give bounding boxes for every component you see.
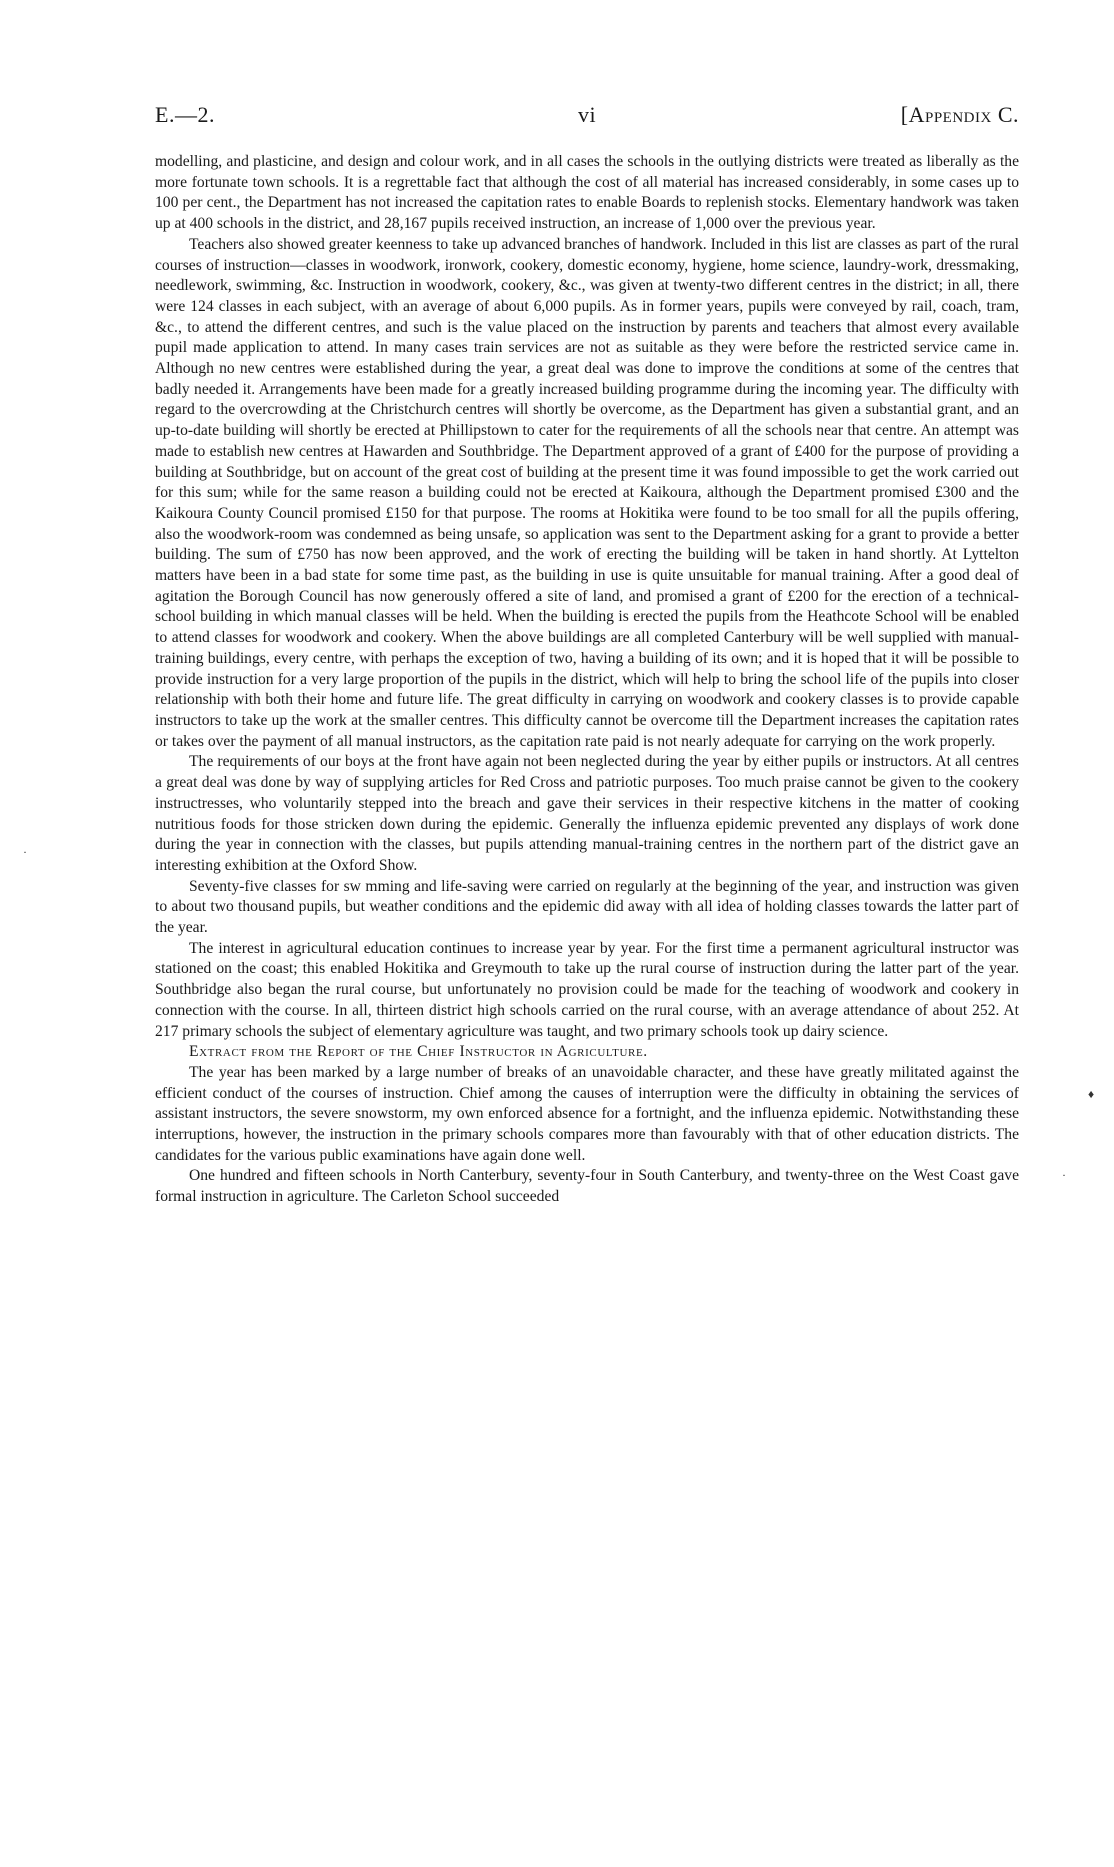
body-text [155,152,1019,1208]
section-heading: Extract from the Report of the Chief Instructor in Agriculture. [189,1043,648,1061]
paragraph: The requirements of our boys at the front have again not been neglected during the year by either pupils or instructors. At all centres a great deal was done by way of supplying articles for Red Cross and patriotic purposes. Too much praise cannot be given to the cookery instructresses, who voluntarily stepped into the breach and gave their services in their respective kitchens in the matter of cooking nutritious foods for those stricken down during the epidemic. Generally the influenza epidemic prevented any displays of work done during the year in connection with the classes, but pupils attending manual-training centres in the northern part of the district gave an interesting exhibition at the Oxford Show. [155,753,1019,874]
paragraph: modelling, and plasticine, and design and colour work, and in all cases the schools in the outlying districts were treated as liberally as the more fortunate town schools. It is a regrettable fact that although the cost of all material has increased considerably, in some cases up to 100 per cent., the Department has not increased the capitation rates to enable Boards to replenish stocks. Elementary handwork was taken up at 400 schools in the district, and 28,167 pupils received instruction, an increase of 1,000 over the previous year. [155,153,1019,233]
scan-mark: · [1062,1168,1066,1182]
paragraph: The year has been marked by a large number of breaks of an unavoidable character, and these have greatly militated against the efficient conduct of the courses of instruction. Chief among the causes of interruption were the difficulty in obtaining the services of assistant instructors, the severe snowstorm, my own enforced absence for a fortnight, and the influenza epidemic. Notwithstanding these interruptions, however, the instruction in the primary schools compares more than favourably with that of other education districts. The candidates for the various public examinations have again done well. [155,1063,1019,1164]
paragraph: Seventy-five classes for sw mming and life-saving were carried on regularly at the beginning of the year, and instruction was given to about two thousand pupils, but weather conditions and the epidemic did away with all idea of holding classes towards the latter part of the year. [155,877,1019,937]
header-appendix: [Appendix C. [900,102,1019,127]
paragraph: The interest in agricultural education continues to increase year by year. For the first time a permanent agricultural instructor was stationed on the coast; this enabled Hokitika and Greymouth to take up the rural course of instruction during the latter part of the year. Southbridge also began the rural course, but unfortunately no provision could be made for the teaching of woodwork and cookery in connection with the course. In all, thirteen district high schools carried on the rural course, with an average attendance of about 252. At 217 primary schools the subject of elementary agriculture was taught, and two primary schools took up dairy science. [155,939,1019,1040]
page-header [155,102,1019,132]
scan-mark: · [23,845,27,859]
scan-mark: ♦ [1088,1087,1095,1101]
paragraph: Teachers also showed greater keenness to take up advanced branches of handwork. Included in this list are classes as part of the rural courses of instruction—classes in woodwork, ironwork, cookery, domestic economy, hygiene, home science, laundry-work, dressmaking, needlework, swimming, &c. Instruction in woodwork, cookery, &c., was given at twenty-two different centres in the district; in all, there were 124 classes in each subject, with an average of about 6,000 pupils. As in former years, pupils were conveyed by rail, coach, tram, &c., to attend the different centres, and such is the value placed on the instruction by parents and teachers that almost every available pupil made application to attend. In many cases train services are not as suitable as they were before the restricted service came in. Although no new centres were established during the year, a great deal was done to improve the conditions at some of the centres that badly needed it. Arrangements have been made for a greatly increased building programme during the incoming year. The difficulty with regard to the overcrowding at the Christchurch centres will shortly be overcome, as the Department has given a substantial grant, and an up-to-date building will shortly be erected at Phillipstown to cater for the requirements of all the schools near that centre. An attempt was made to establish new centres at Hawarden and Southbridge. The Department approved of a grant of £400 for the purpose of providing a building at Southbridge, but on account of the great cost of building at the present time it was found impossible to get the work carried out for this sum; while for the same reason a building could not be erected at Kaikoura, although the Department promised £300 and the Kaikoura County Council promised £150 for that purpose. The rooms at Hokitika were found to be too small for all the pupils offering, also the woodwork-room was condemned as being unsafe, so application was sent to the Department asking for a grant to provide a better building. The sum of £750 has now been approved, and the work of erecting the building will be taken in hand shortly. At Lyttelton matters have been in a bad state for some time past, as the building in use is quite unsuitable for manual training. After a good deal of agitation the Borough Council has now generously offered a site of land, and promised a grant of £200 for the erection of a technical-school building in which manual classes will be held. When the building is erected the pupils from the Heathcote School will be enabled to attend classes for woodwork and cookery. When the above buildings are all completed Canterbury will be well supplied with manual-training buildings, every centre, with perhaps the exception of two, having a building of its own; and it is hoped that it will be possible to provide instruction for a very large proportion of the pupils in the district, which will help to bring the school life of the pupils into closer relationship with both their home and future life. The great difficulty in carrying on woodwork and cookery classes is to provide capable instructors to take up the work at the smaller centres. This difficulty cannot be overcome till the Department increases the capitation rates or takes over the payment of all manual instructors, as the capitation rate paid is not nearly adequate for carrying on the work properly. [155,235,1019,750]
paragraph: One hundred and fifteen schools in North Canterbury, seventy-four in South Canterbury, and twenty-three on the West Coast gave formal instruction in agriculture. The Carleton School succeeded [155,1167,1019,1206]
page-number: vi [577,102,597,127]
header-reference: E.—2. [155,102,215,127]
